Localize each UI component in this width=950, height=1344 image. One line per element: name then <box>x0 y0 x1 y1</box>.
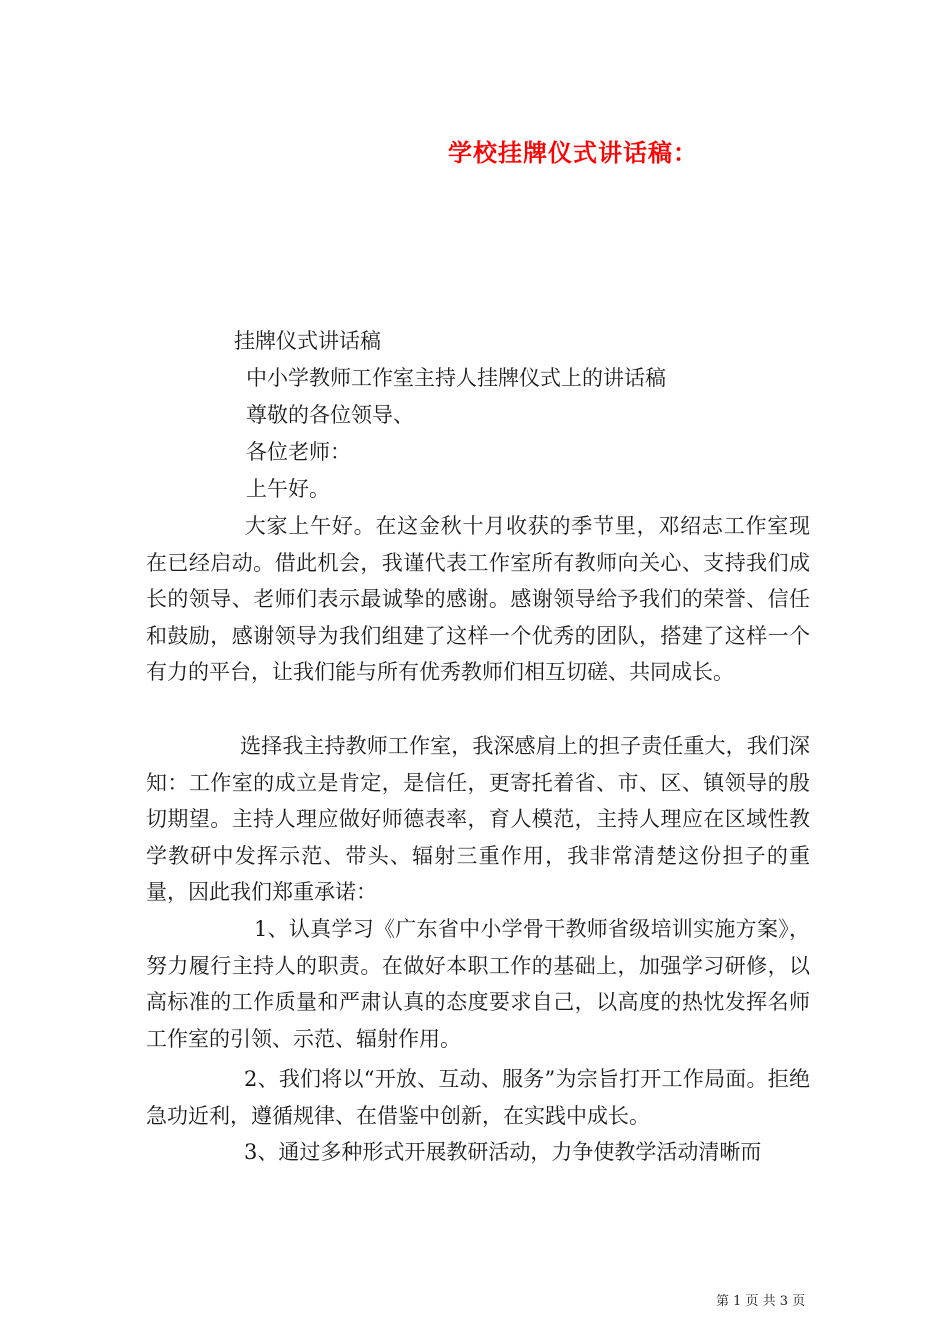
speech-heading: 挂牌仪式讲话稿 <box>234 329 381 353</box>
paragraph-commitment-3: 3、通过多种形式开展教研活动，力争使教学活动清晰而 <box>244 1140 762 1164</box>
paragraph-responsibility: 选择我主持教师工作室，我深感肩上的担子责任重大，我们深知：工作室的成立是肯定，是信任，更寄托着省、市、区、镇领导的殷切期望。主持人理应做好师德表率，育人模范，主持人理应在区域性教学教研中发挥示范、带头、辐射三重作用，我非常清楚这份担子的重量，因此我们郑重承诺： <box>146 734 810 904</box>
paragraph-opening: 大家上午好。在这金秋十月收获的季节里，邓绍志工作室现在已经启动。借此机会，我谨代表工作室所有教师向关心、支持我们成长的领导、老师们表示最诚挚的感谢。感谢领导给予我们的荣誉、信任和鼓励，感谢领导为我们组建了这样一个优秀的团队，搭建了这样一个有力的平台，让我们能与所有优秀教师们相互切磋、共同成长。 <box>146 514 810 684</box>
document-title: 学校挂牌仪式讲话稿： <box>448 138 698 167</box>
page-number-footer: 第 1 页 共 3 页 <box>716 1294 806 1309</box>
salutation-teachers: 各位老师： <box>246 440 351 464</box>
salutation-leaders: 尊敬的各位领导、 <box>246 403 414 427</box>
speech-subheading: 中小学教师工作室主持人挂牌仪式上的讲话稿 <box>246 366 666 390</box>
paragraph-commitment-2: 2、我们将以“开放、互动、服务”为宗旨打开工作局面。拒绝急功近利，遵循规律、在借鉴中创新，在实践中成长。 <box>146 1067 810 1128</box>
paragraph-commitment-1: 1、认真学习《广东省中小学骨干教师省级培训实施方案》，努力履行主持人的职责。在做好本职工作的基础上，加强学习研修，以高标准的工作质量和严肃认真的态度要求自己，以高度的热忱发挥名师工作室的引领、示范、辐射作用。 <box>146 917 810 1051</box>
greeting: 上午好。 <box>246 477 330 501</box>
